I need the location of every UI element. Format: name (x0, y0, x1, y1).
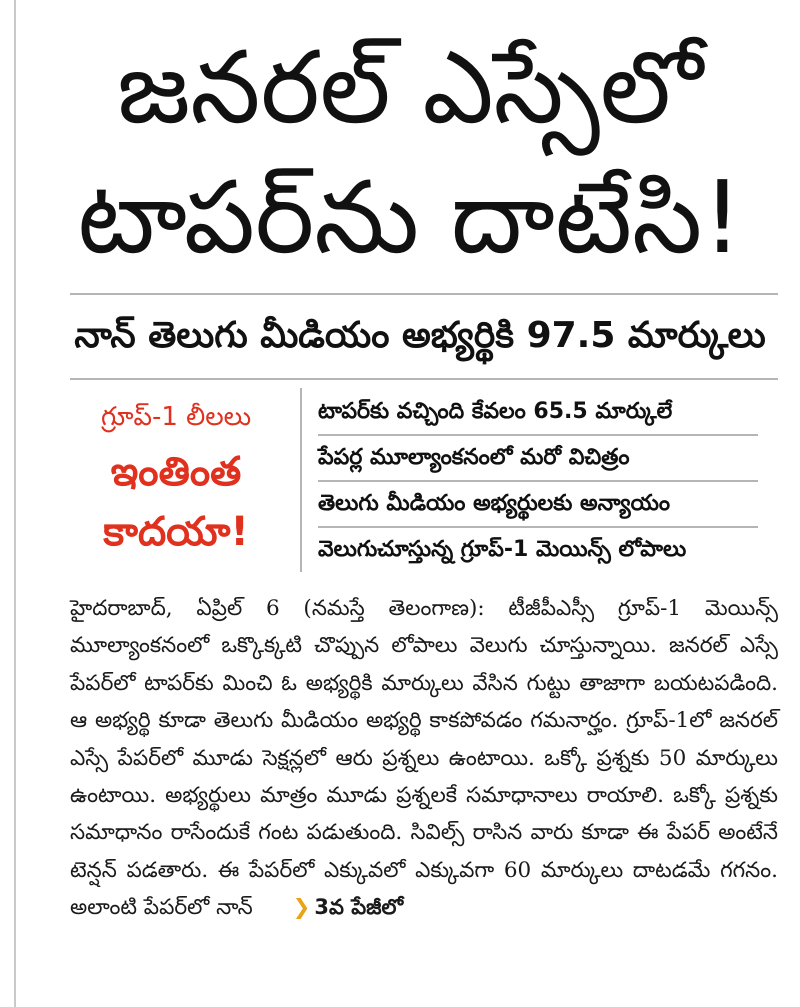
continued-label: 3వ పేజీలో (314, 895, 404, 920)
highlight-point: టాపర్‌కు వచ్చింది కేవలం 65.5 మార్కులే (318, 390, 758, 436)
page-left-rule (14, 0, 16, 1007)
highlight-points (318, 390, 758, 572)
headline-line-1: జనరల్ ఎస్సేలో (117, 29, 703, 146)
subheadline: నాన్ తెలుగు మీడియం అభ్యర్థికి 97.5 మార్కులు (74, 315, 766, 356)
divider-middle (70, 378, 778, 380)
sidebox-line-1: గ్రూప్-1 లీలలు (100, 402, 252, 432)
continued-on-page (293, 889, 403, 926)
headline-line-2: టాపర్‌ను దాటేసి! (77, 159, 743, 276)
sidebox-line-3: కాదయా! (103, 509, 249, 555)
vertical-divider (300, 388, 302, 572)
article-text: హైదరాబాద్, ఏప్రిల్ 6 (నమస్తే తెలంగాణ): టీజీపీఎస్సీ గ్రూప్-1 మెయిన్స్ మూల్యాంకనంలో ఒక్కొక్కటి చొప్పున లోపాలు వెలుగు చూస్తున్నాయి. జనరల్ ఎస్సే పేపర్‌లో టాపర్‌కు మించి ఓ అభ్యర్థికి మార్కులు వేసిన గుట్టు తాజాగా బయటపడింది. ఆ అభ్యర్థి కూడా తెలుగు మీడియం అభ్యర్థి కాకపోవడం గమనార్హం. గ్రూప్-1లో జనరల్ ఎస్సే పేపర్‌లో మూడు సెక్షన్లలో ఆరు ప్రశ్నలు ఉంటాయి. ఒక్కో ప్రశ్నకు 50 మార్కులు ఉంటాయి. అభ్యర్థులు మాత్రం మూడు ప్రశ్నలకే సమాధానాలు రాయాలి. ఒక్కో ప్రశ్నకు సమాధానం రాసేందుకే గంట పడుతుంది. సివిల్స్ రాసిన వారు కూడా ఈ పేపర్ అంటేనే టెన్షన్ పడతారు. ఈ పేపర్‌లో ఎక్కువలో ఎక్కువగా 60 మార్కులు దాటడమే గగనం. అలాంటి పేపర్‌లో నాన్ (70, 596, 778, 921)
article-body (70, 590, 778, 927)
highlight-point: తెలుగు మీడియం అభ్యర్థులకు అన్యాయం (318, 482, 758, 528)
chevron-right-icon: ❯ (292, 895, 311, 920)
highlight-point: పేపర్ల మూల్యాంకనంలో మరో విచిత్రం (318, 436, 758, 482)
highlight-box (62, 392, 290, 570)
sidebox-line-2: ఇంతింత (110, 449, 242, 495)
divider-top (70, 293, 778, 295)
highlight-point: వెలుగుచూస్తున్న గ్రూప్-1 మెయిన్స్ లోపాలు (318, 537, 687, 562)
